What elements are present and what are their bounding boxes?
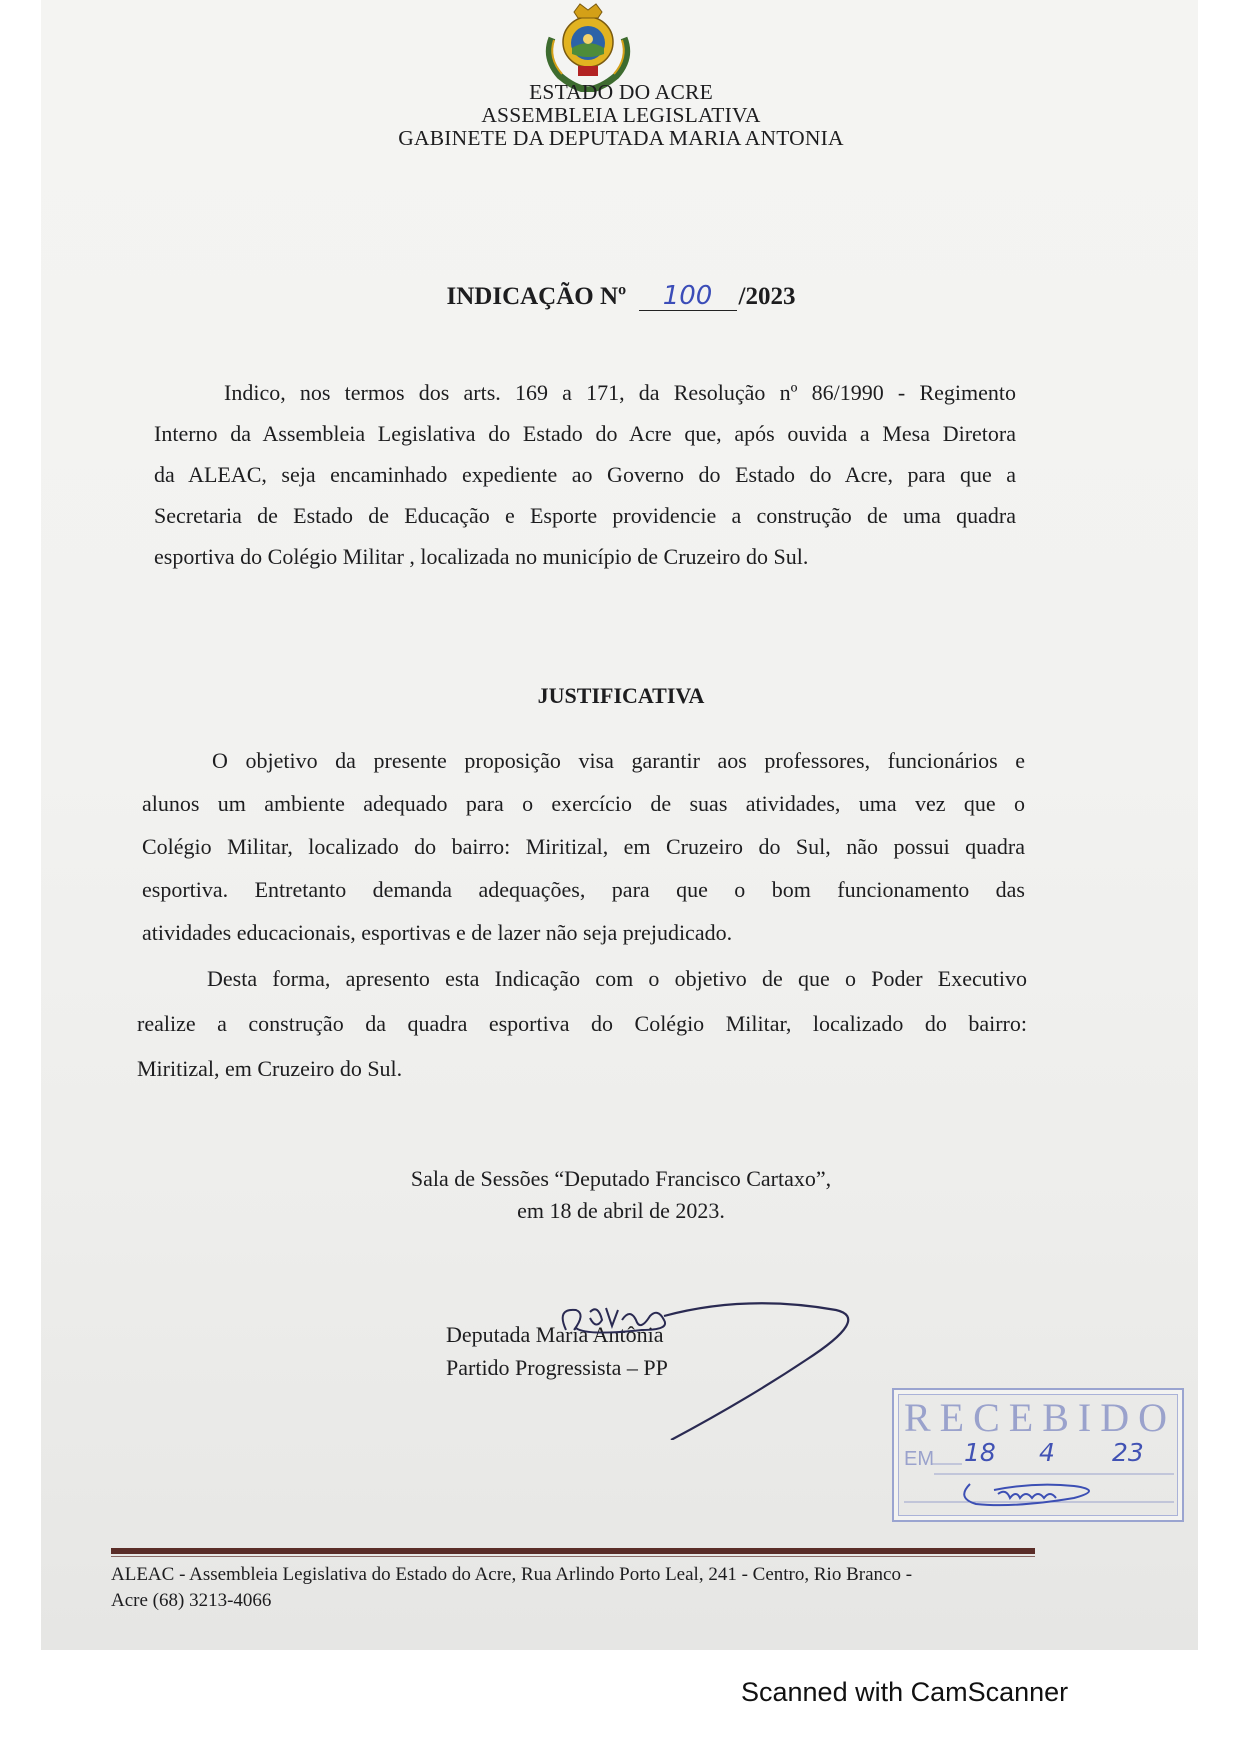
justificativa-line: realize a construção da quadra esportiva do Colégio Militar, localizado do bairro: [137,1011,1027,1036]
footer-line-1: ALEAC - Assembleia Legislativa do Estado do Acre, Rua Arlindo Porto Leal, 241 - Centro, Rio Branco - [111,1564,913,1585]
handwritten-signature-icon [546,1290,866,1440]
justificativa-paragraph-2 [137,956,1027,1091]
footer-address [111,1562,1041,1614]
header-assembly: ASSEMBLEIA LEGISLATIVA [481,103,761,127]
body-line: Secretaria de Estado de Educação e Esporte providencie a construção de uma quadra [154,503,1016,528]
justificativa-line: alunos um ambiente adequado para o exercício de suas atividades, uma vez que o [142,791,1025,816]
stamp-em-label: EM [904,1448,934,1470]
signatory-name: Deputada Maria Antônia [446,1322,664,1347]
indication-paragraph [154,372,1016,577]
justificativa-line: Colégio Militar, localizado do bairro: Miritizal, em Cruzeiro do Sul, não possui quadra [142,834,1025,859]
body-line: esportiva do Colégio Militar , localizada no município de Cruzeiro do Sul. [154,544,809,569]
justificativa-line: O objetivo da presente proposição visa garantir aos professores, funcionários e [212,748,1025,773]
indication-number: 100 [639,282,737,311]
justificativa-paragraph-1 [142,739,1025,954]
received-stamp [892,1388,1184,1522]
title-year: /2023 [738,283,796,310]
document-title [341,282,901,311]
stamp-title: RECEBIDO [904,1395,1176,1440]
body-line: Indico, nos termos dos arts. 169 a 171, da Resolução nº 86/1990 - Regimento [224,380,1016,405]
justificativa-line: Desta forma, apresento esta Indicação com o objetivo de que o Poder Executivo [207,966,1027,991]
justificativa-line: Miritizal, em Cruzeiro do Sul. [137,1056,403,1081]
header-office: GABINETE DA DEPUTADA MARIA ANTONIA [398,126,844,150]
closing-location [291,1163,951,1227]
footer-rule-thin [111,1556,1035,1557]
footer-line-2: Acre (68) 3213-4066 [111,1590,272,1611]
stamp-initials-icon [954,1476,1114,1512]
stamp-year: 23 [1112,1438,1144,1467]
justificativa-line: esportiva. Entretanto demanda adequações, para que o bom funcionamento das [142,877,1025,902]
header-state: ESTADO DO ACRE [529,80,713,104]
body-line: da ALEAC, seja encaminhado expediente ao Governo do Estado do Acre, para que a [154,462,1016,487]
document-page [41,0,1198,1650]
stamp-day: 18 [964,1438,996,1467]
acre-coat-of-arms-icon [538,0,638,92]
stamp-month: 4 [1039,1438,1055,1467]
footer-rule [111,1548,1035,1554]
camscanner-watermark: Scanned with CamScanner [741,1677,1069,1707]
closing-line-1: Sala de Sessões “Deputado Francisco Cartaxo”, [410,1166,832,1191]
body-line: Interno da Assembleia Legislativa do Estado do Acre que, após ouvida a Mesa Diretora [154,421,1016,446]
closing-date: em 18 de abril de 2023. [517,1198,725,1223]
justificativa-heading: JUSTIFICATIVA [537,683,705,708]
title-prefix: INDICAÇÃO Nº [446,283,627,310]
justificativa-line: atividades educacionais, esportivas e de lazer não seja prejudicado. [142,920,733,945]
signatory-party: Partido Progressista – PP [446,1355,668,1380]
